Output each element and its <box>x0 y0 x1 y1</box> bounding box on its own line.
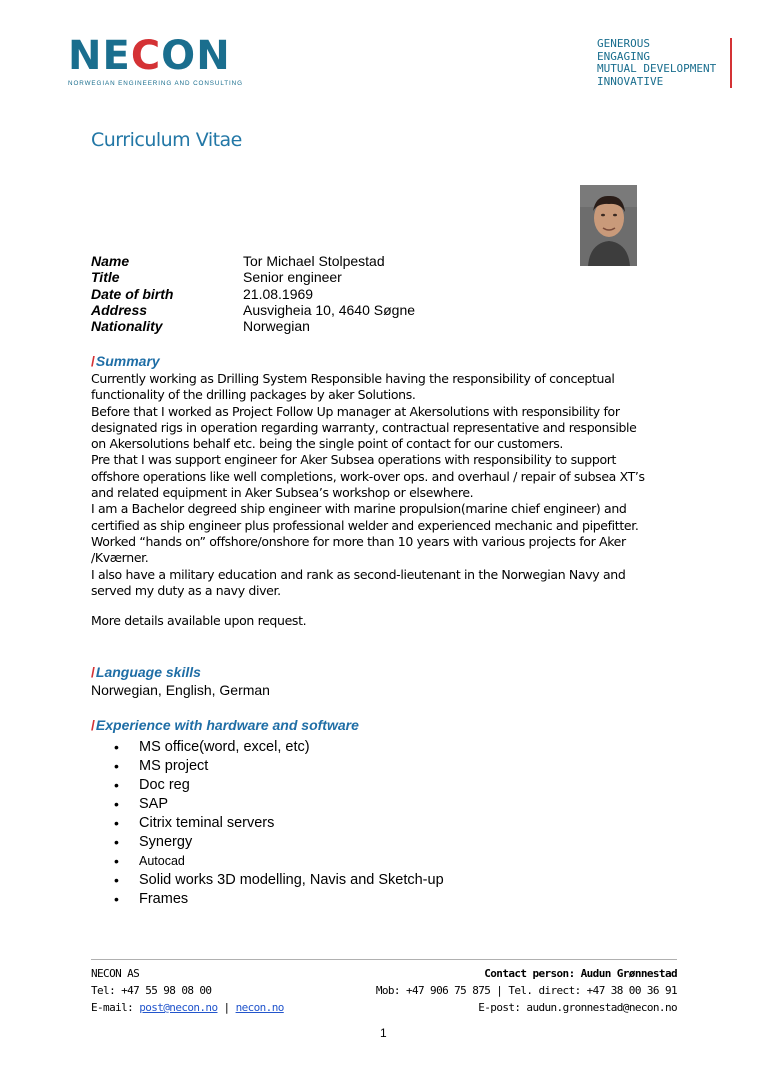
heading-slash: / <box>91 664 95 680</box>
info-label: Title <box>91 269 120 285</box>
summary-line: and related equipment in Aker Subsea’s workshop or elsewhere. <box>91 485 474 501</box>
motto-line: GENEROUS <box>597 37 650 50</box>
logo-part-n: N <box>196 33 231 79</box>
info-label: Date of birth <box>91 286 174 302</box>
heading-text: Language skills <box>95 664 201 680</box>
summary-line: certified as ship engineer plus professional welder and experienced mechanic and pipefitter. <box>91 517 639 533</box>
languages-value: Norwegian, English, German <box>91 682 270 698</box>
summary-line: served my duty as a navy diver. <box>91 582 281 598</box>
page-number: 1 <box>380 1026 387 1040</box>
footer-separator: | <box>217 1001 236 1014</box>
logo-part-c: C <box>130 33 162 79</box>
footer-divider <box>91 959 677 960</box>
summary-line: I also have a military education and rank as second-lieutenant in the Norwegian Navy and <box>91 566 626 582</box>
heading-slash: / <box>91 717 95 733</box>
motto-line: MUTUAL DEVELOPMENT <box>597 62 717 75</box>
footer-contact-email: E-post: audun.gronnestad@necon.no <box>478 1001 677 1014</box>
hardware-software-heading <box>91 717 359 733</box>
info-value: Norwegian <box>243 318 310 334</box>
person-photo <box>580 185 637 266</box>
motto-line: INNOVATIVE <box>597 74 664 88</box>
summary-line: designated rigs in operation regarding warranty, contractual representative and responsible <box>91 419 637 435</box>
info-value: Tor Michael Stolpestad <box>243 253 385 269</box>
footer-contact-person: Contact person: Audun Grønnestad <box>484 967 677 980</box>
logo-wordmark <box>68 33 243 79</box>
footer-email-row <box>91 999 284 1016</box>
info-label: Address <box>91 302 148 318</box>
summary-line: offshore operations like well completions, work-over ops. and overhaul / repair of subsea XT’s <box>91 468 645 484</box>
list-item: • Synergy <box>110 833 444 852</box>
list-item: • MS office(word, excel, etc) <box>110 738 444 757</box>
summary-line: Currently working as Drilling System Responsible having the responsibility of conceptual <box>91 371 615 386</box>
footer-company: NECON AS <box>91 967 140 980</box>
summary-line: Pre that I was support engineer for Aker Subsea operations with responsibility to support <box>91 452 617 468</box>
more-details-note: More details available upon request. <box>91 613 307 628</box>
logo-subtitle: NORWEGIAN ENGINEERING AND CONSULTING <box>68 80 243 87</box>
summary-heading <box>91 353 160 369</box>
list-item: • Solid works 3D modelling, Navis and Sketch-up <box>110 871 444 890</box>
summary-line: Before that I worked as Project Follow Up manager at Akersolutions with responsibility for <box>91 403 620 419</box>
info-value: Senior engineer <box>243 269 342 285</box>
footer-email-label: E-mail: <box>91 1001 140 1014</box>
summary-line: functionality of the drilling packages by aker Solutions. <box>91 387 416 403</box>
footer-contact-info <box>376 965 677 1016</box>
language-skills-heading <box>91 664 201 680</box>
list-item: • SAP <box>110 795 444 814</box>
heading-slash: / <box>91 353 95 369</box>
info-label: Name <box>91 253 130 269</box>
footer-company-info <box>91 965 284 1016</box>
footer-contact-phones: Mob: +47 906 75 875 | Tel. direct: +47 38 00 36 91 <box>375 984 677 997</box>
info-value: 21.08.1969 <box>243 286 314 302</box>
footer-email-link[interactable]: post@necon.no <box>139 1001 218 1014</box>
info-label: Nationality <box>91 318 163 334</box>
summary-line: on Akersolutions behalf etc. being the single point of contact for our customers. <box>91 436 564 452</box>
info-value: Ausvigheia 10, 4640 Søgne <box>243 302 416 318</box>
logo-part-o: O <box>161 33 197 79</box>
list-item: • Frames <box>110 890 444 909</box>
summary-line: /Kværner. <box>91 550 149 566</box>
summary-line: Worked “hands on” offshore/onshore for more than 10 years with various projects for Aker <box>91 533 626 549</box>
list-item: • Citrix teminal servers <box>110 814 444 833</box>
language-skills-text <box>91 682 270 698</box>
heading-text: Summary <box>95 353 160 369</box>
motto-line: ENGAGING <box>597 49 650 63</box>
list-item: • Doc reg <box>110 776 444 795</box>
page-title: Curriculum Vitae <box>91 129 242 151</box>
summary-line: I am a Bachelor degreed ship engineer with marine propulsion(marine chief engineer) and <box>91 501 627 517</box>
necon-logo <box>68 33 243 87</box>
logo-part-ne: NE <box>68 33 131 79</box>
list-item: • Autocad <box>110 852 444 871</box>
footer-website-link[interactable]: necon.no <box>235 1001 284 1014</box>
hardware-software-list <box>110 738 444 909</box>
heading-text: Experience with hardware and software <box>95 717 359 733</box>
summary-text <box>91 371 645 599</box>
portrait-icon <box>580 185 637 266</box>
footer-tel: Tel: +47 55 98 08 00 <box>91 984 212 997</box>
company-motto <box>597 38 716 88</box>
motto-divider <box>730 38 732 88</box>
list-item: • MS project <box>110 757 444 776</box>
